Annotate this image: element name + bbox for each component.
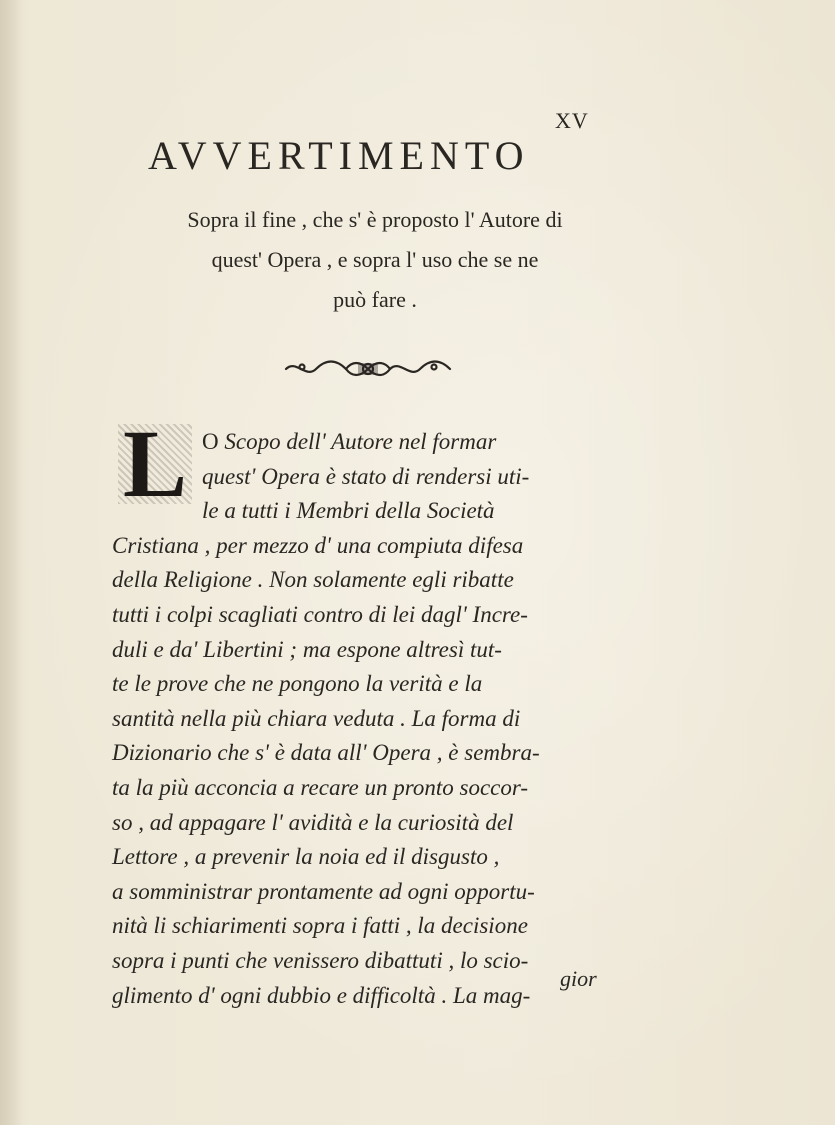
body-line: glimento d' ogni dubbio e difficoltà . La mag- [112, 982, 531, 1008]
body-line: le a tutti i Membri della Società [202, 498, 495, 524]
body-line: a somministrar prontamente ad ogni opportu- [112, 878, 535, 904]
body-line: Lettore , a prevenir la noia ed il disgusto , [112, 844, 500, 870]
subtitle [110, 200, 640, 320]
subtitle-line: quest' Opera , e sopra l' uso che se ne [211, 247, 539, 272]
body-line: te le prove che ne pongono la verità e la [112, 671, 483, 697]
body-line-text: Scopo dell' Autore nel formar [224, 429, 497, 454]
subtitle-line: Sopra il fine , che s' è proposto l' Autore di [187, 207, 563, 232]
binding-edge [0, 0, 22, 1125]
body-line: santità nella più chiara veduta . La forma di [112, 705, 521, 731]
body-line: Dizionario che s' è data all' Opera , è sembra- [112, 740, 540, 766]
body-line: duli e da' Libertini ; ma espone altresì tut- [112, 636, 502, 662]
body-line: so , ad appagare l' avidità e la curiosità del [112, 809, 514, 835]
subtitle-line: può fare . [333, 287, 417, 312]
body-line: Cristiana , per mezzo d' una compiuta difesa [112, 532, 524, 558]
body-line [112, 425, 632, 460]
drop-cap: L [118, 424, 192, 504]
body-line: della Religione . Non solamente egli ribatte [112, 567, 514, 593]
body-line: ta la più acconcia a recare un pronto soccor- [112, 774, 529, 800]
page-heading: AVVERTIMENTO [148, 133, 530, 178]
body-line: tutti i colpi scagliati contro di lei dagl' Incre- [112, 601, 528, 627]
page-number: XV [555, 108, 589, 133]
body-line: sopra i punti che venissero dibattuti , lo scio- [112, 947, 529, 973]
body-first-word: O [202, 429, 219, 454]
body-line: quest' Opera è stato di rendersi uti- [202, 463, 530, 489]
ornament-icon [282, 355, 454, 383]
body-text [112, 425, 632, 1013]
body-line: nità li schiarimenti sopra i fatti , la decisione [112, 913, 528, 939]
catchword: gior [560, 966, 597, 991]
